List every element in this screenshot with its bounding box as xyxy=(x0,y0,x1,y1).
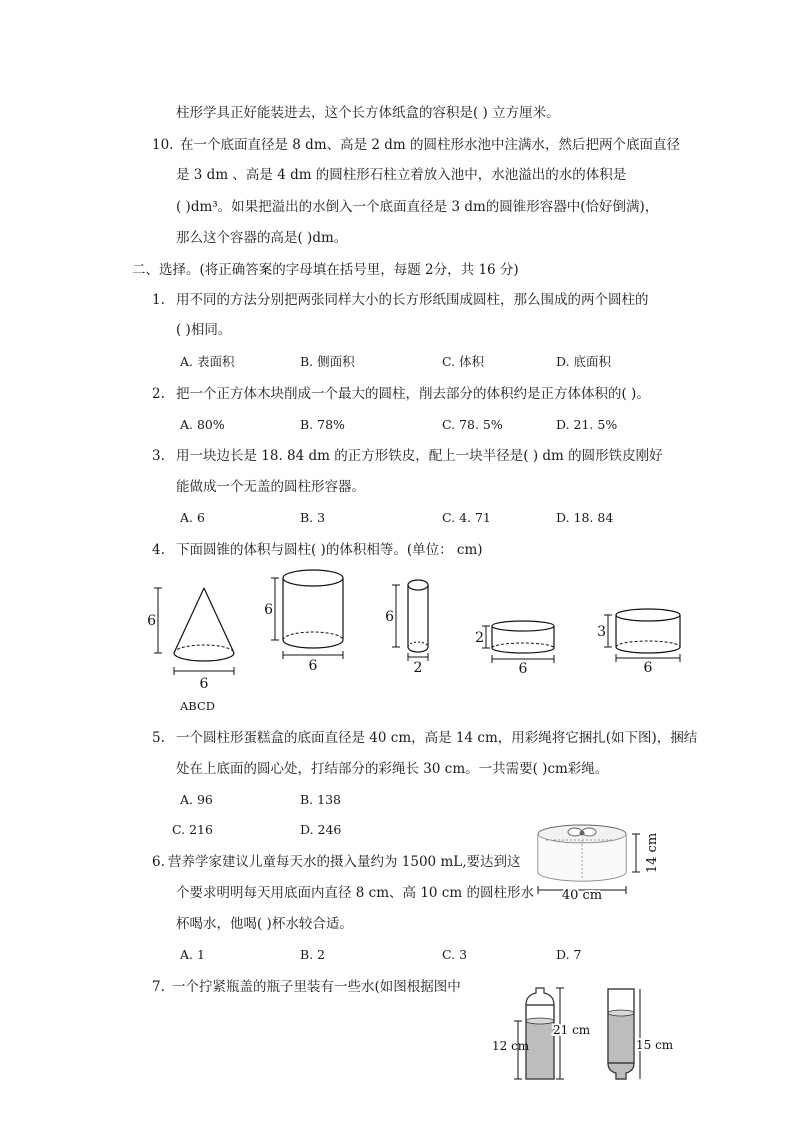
q6-option-b[interactable]: B. 2 xyxy=(300,947,326,962)
q1-line-1: 用不同的方法分别把两张同样大小的长方形纸围成圆柱，那么围成的两个圆柱的 xyxy=(176,292,649,308)
q5-option-c[interactable]: C. 216 xyxy=(172,822,213,837)
q3-option-a[interactable]: A. 6 xyxy=(180,510,205,525)
q4-number: 4. xyxy=(152,542,165,558)
cake-box-figure xyxy=(532,822,672,907)
cylinder-b-figure xyxy=(384,575,434,675)
cylinder-d-figure xyxy=(596,607,691,677)
q10-number: 10. xyxy=(152,137,174,153)
q6-option-d[interactable]: D. 7 xyxy=(556,947,582,962)
q1-option-c[interactable]: C. 体积 xyxy=(442,354,485,369)
air-height-label: 15 cm xyxy=(636,1038,674,1052)
q1-option-d[interactable]: D. 底面积 xyxy=(556,354,612,369)
q6-line-2: 个要求明明每天用底面内直径 8 cm、高 10 cm 的圆柱形水 xyxy=(176,885,534,901)
q10-line-2: 是 3 dm 、高是 4 dm 的圆柱形石柱立着放入池中，水池溢出的水的体积是 xyxy=(176,167,627,183)
q3-number: 3. xyxy=(152,448,165,464)
cylinder-c-height-label: 2 xyxy=(475,630,484,646)
q1-option-b[interactable]: B. 侧面积 xyxy=(300,354,355,369)
section-heading: 二、选择。(将正确答案的字母填在括号里，每题 2分，共 16 分) xyxy=(132,262,519,278)
q6-option-a[interactable]: A. 1 xyxy=(180,947,205,962)
water-height-label: 12 cm xyxy=(492,1039,530,1053)
cylinder-d-height-label: 3 xyxy=(597,624,606,640)
q7-number: 7. xyxy=(152,979,165,995)
q5-option-a[interactable]: A. 96 xyxy=(180,792,213,807)
q5-line-2: 处在上底面的圆心处，打结部分的彩绳长 30 cm。一共需要( )cm彩绳。 xyxy=(176,761,609,777)
cone-figure xyxy=(145,585,245,695)
q5-line-1: 一个圆柱形蛋糕盒的底面直径是 40 cm，高是 14 cm，用彩绳将它捆扎(如下图)，捆结 xyxy=(176,730,698,746)
q10-line-3: ( )dm³。如果把溢出的水倒入一个底面直径是 3 dm的圆锥形容器中(恰好倒满)， xyxy=(176,199,659,215)
q2-option-b[interactable]: B. 78% xyxy=(300,417,345,432)
cylinder-a-diameter-label: 6 xyxy=(308,658,318,674)
prev-question-line: 柱形学具正好能装进去，这个长方体纸盒的容积是( ) 立方厘米。 xyxy=(176,105,560,121)
q4-text: 下面圆锥的体积与圆柱( )的体积相等。(单位： cm) xyxy=(176,542,483,558)
q5-number: 5. xyxy=(152,730,165,746)
q2-number: 2. xyxy=(152,386,165,402)
q2-option-c[interactable]: C. 78. 5% xyxy=(442,417,503,432)
q1-line-2: ( )相同。 xyxy=(176,322,232,338)
q3-option-b[interactable]: B. 3 xyxy=(300,510,326,525)
q6-line-3: 杯喝水，他喝( )杯水较合适。 xyxy=(176,916,353,932)
q3-line-1: 用一块边长是 18. 84 dm 的正方形铁皮，配上一块半径是( ) dm 的圆形铁皮刚好 xyxy=(176,448,663,464)
q4-figure-caption: ABCD xyxy=(180,699,215,713)
q2-option-a[interactable]: A. 80% xyxy=(180,417,225,432)
cylinder-a-figure xyxy=(263,568,353,673)
q1-option-a[interactable]: A. 表面积 xyxy=(180,354,235,369)
cylinder-c-figure xyxy=(474,618,564,678)
q5-option-d[interactable]: D. 246 xyxy=(300,822,342,837)
q7-text: 一个拧紧瓶盖的瓶子里装有一些水(如图根据图中 xyxy=(172,979,461,995)
q1-number: 1. xyxy=(152,292,165,308)
q6-number: 6. xyxy=(152,854,165,870)
q2-option-d[interactable]: D. 21. 5% xyxy=(556,417,618,432)
cylinder-c-diameter-label: 6 xyxy=(518,661,528,677)
cylinder-a-height-label: 6 xyxy=(264,602,273,618)
cone-height-label: 6 xyxy=(147,613,156,629)
cake-diameter-label: 40 cm xyxy=(561,888,603,903)
cake-height-label: 14 cm xyxy=(645,832,660,874)
q3-option-c[interactable]: C. 4. 71 xyxy=(442,510,491,525)
cylinder-d-diameter-label: 6 xyxy=(643,660,653,676)
q5-option-b[interactable]: B. 138 xyxy=(300,792,341,807)
q6-option-c[interactable]: C. 3 xyxy=(442,947,468,962)
cone-diameter-label: 6 xyxy=(199,676,209,692)
cylinder-b-diameter-label: 2 xyxy=(413,660,423,676)
q10-line-1: 在一个底面直径是 8 dm、高是 2 dm 的圆柱形水池中注满水，然后把两个底面直径 xyxy=(180,137,681,153)
q3-option-d[interactable]: D. 18. 84 xyxy=(556,510,614,525)
q3-line-2: 能做成一个无盖的圆柱形容器。 xyxy=(176,479,365,495)
q6-line-1: 营养学家建议儿童每天水的摄入量约为 1500 mL,要达到这 xyxy=(168,854,521,870)
q10-line-4: 那么这个容器的高是( )dm。 xyxy=(176,230,348,246)
bottle-total-height-label: 21 cm xyxy=(553,1023,591,1037)
bottle-figure xyxy=(490,983,674,1093)
q2-text: 把一个正方体木块削成一个最大的圆柱，削去部分的体积约是正方体体积的( )。 xyxy=(176,386,650,402)
cylinder-b-height-label: 6 xyxy=(385,609,394,625)
